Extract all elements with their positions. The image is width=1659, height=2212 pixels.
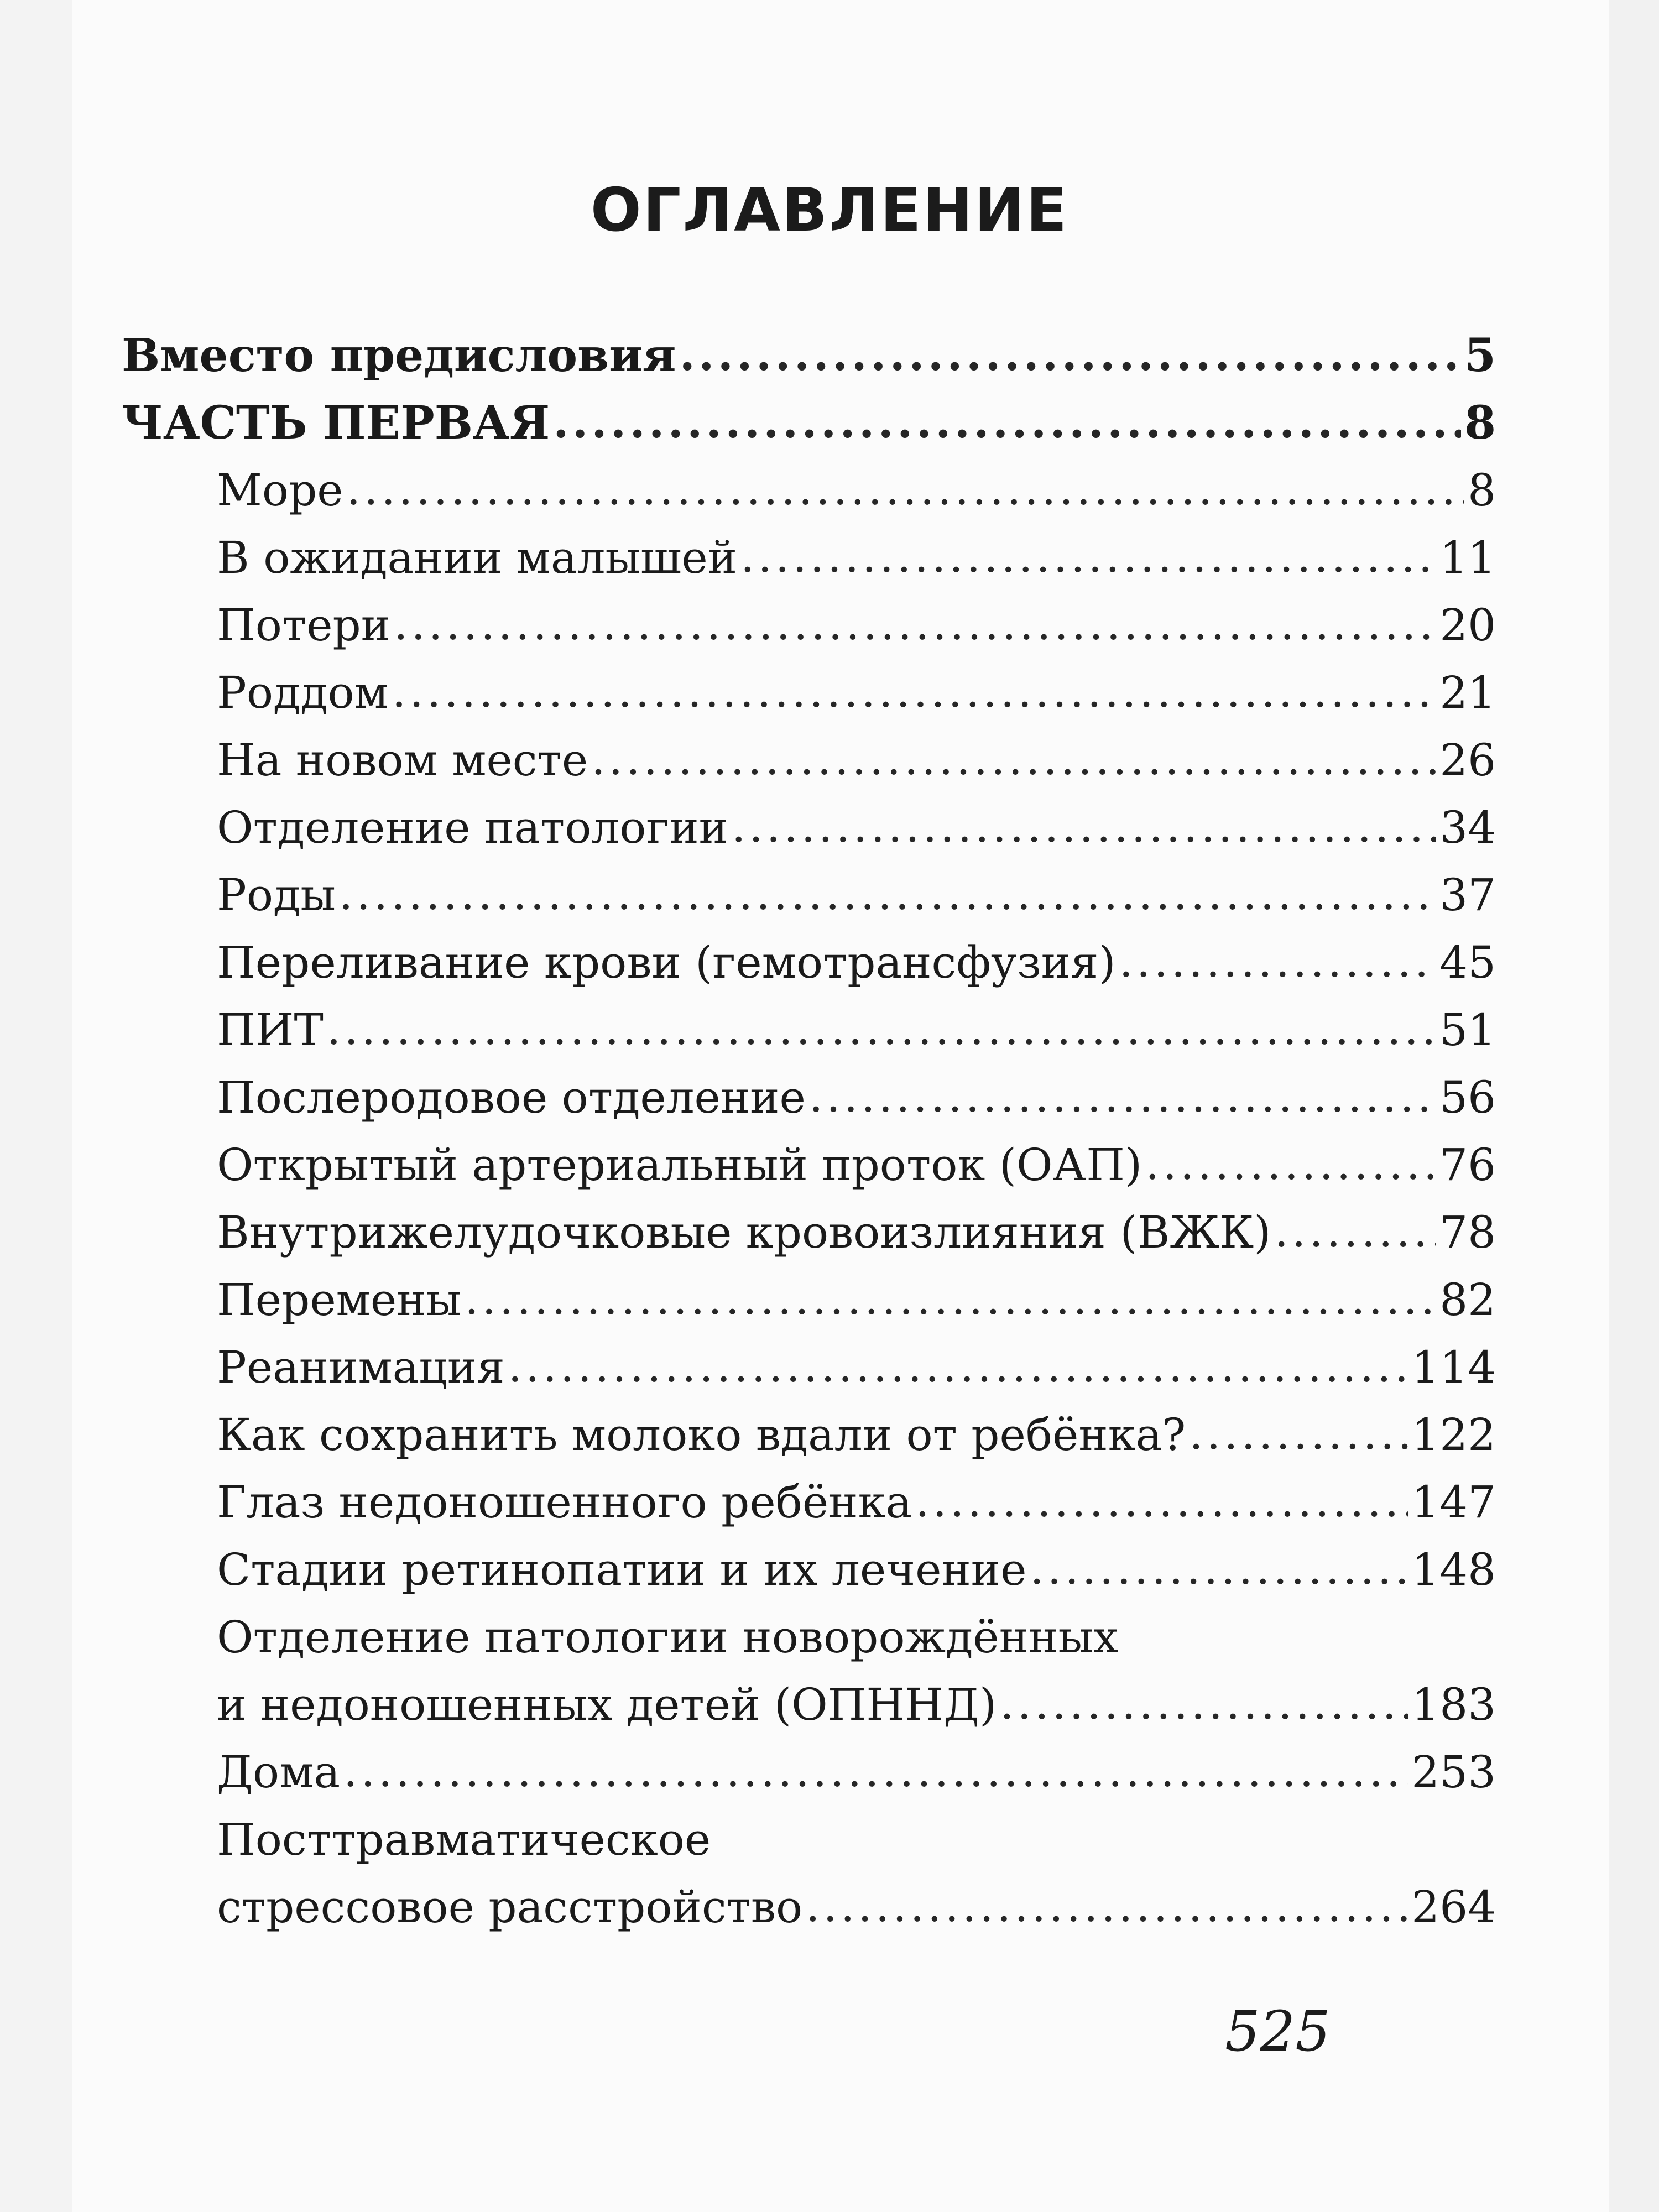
toc-entry-label: Стадии ретинопатии и их лечение (217, 1544, 1027, 1595)
toc-entry (217, 662, 1496, 723)
toc-entry-page: 5 (1464, 329, 1496, 382)
toc-entry-page: 147 (1411, 1477, 1496, 1528)
toc-entry (217, 460, 1496, 521)
toc-entry-label: ЧАСТЬ ПЕРВАЯ (122, 397, 550, 450)
toc-entry-page: 8 (1468, 465, 1496, 516)
toc-entry-page: 82 (1439, 1274, 1496, 1326)
toc-entry-page: 56 (1439, 1072, 1496, 1123)
dot-leader (1030, 1538, 1408, 1599)
dot-leader (1189, 1404, 1408, 1464)
dot-leader (1145, 1134, 1436, 1194)
toc-entry (217, 1270, 1496, 1331)
toc-entry (217, 1742, 1496, 1803)
toc-entry-label: Вместо предисловия (122, 329, 676, 382)
toc-entry-page: 76 (1439, 1139, 1496, 1191)
toc-entry (217, 1877, 1496, 1938)
dot-leader (809, 1066, 1436, 1127)
toc-entry-page: 21 (1439, 667, 1496, 718)
toc-entry (217, 1540, 1496, 1600)
toc-entry-label: Как сохранить молоко вдали от ребёнка? (217, 1409, 1186, 1460)
toc-heading: ОГЛАВЛЕНИЕ (590, 176, 1069, 245)
toc-entry-page: 114 (1411, 1342, 1496, 1393)
toc-entry (217, 1135, 1496, 1196)
toc-entry-label: Внутрижелудочковые кровоизлияния (ВЖК) (217, 1207, 1271, 1258)
dot-leader (327, 999, 1436, 1060)
dot-leader (508, 1336, 1408, 1397)
toc-entry (217, 528, 1496, 588)
toc-entry-label: Роды (217, 869, 336, 921)
dot-leader (1119, 931, 1437, 992)
toc-entry-label: Роддом (217, 667, 389, 718)
toc-entry-label: и недоношенных детей (ОПННД) (217, 1679, 997, 1730)
toc-entry-page: 253 (1411, 1746, 1496, 1798)
dot-leader (591, 729, 1436, 790)
toc-entry-label-line1: Посттравматическое (217, 1814, 711, 1865)
toc-entry (217, 1000, 1496, 1061)
page-number: 525 (1225, 1999, 1331, 2064)
toc-entry-page: 26 (1439, 734, 1496, 786)
dot-leader (680, 324, 1461, 385)
toc-entry (217, 1405, 1496, 1465)
toc-entry-page: 51 (1439, 1004, 1496, 1056)
toc-entry-page: 122 (1411, 1409, 1496, 1460)
dot-leader (394, 594, 1436, 655)
dot-leader (1274, 1201, 1436, 1262)
toc-entry-label: стрессовое расстройство (217, 1881, 803, 1933)
toc-entry-foreword (122, 325, 1496, 386)
toc-entry-page: 148 (1411, 1544, 1496, 1595)
dot-leader (740, 526, 1436, 587)
dot-leader (732, 796, 1436, 857)
toc-entry (217, 932, 1496, 993)
dot-leader (553, 392, 1461, 452)
toc-entry (217, 865, 1496, 926)
toc-entry (217, 1674, 1496, 1735)
toc-entry-page: 8 (1464, 397, 1496, 450)
toc-entry-label: ПИТ (217, 1004, 324, 1056)
dot-leader (465, 1269, 1436, 1329)
toc-entry-page: 34 (1439, 802, 1496, 853)
toc-entry-label-line1: Отделение патологии новорождённых (217, 1611, 1119, 1663)
toc-entry-label: Потери (217, 599, 391, 651)
toc-entry (217, 1337, 1496, 1398)
toc-entry-label: Открытый артериальный проток (ОАП) (217, 1139, 1142, 1191)
toc-entry-label: Переливание крови (гемотрансфузия) (217, 937, 1116, 988)
toc-entry-page: 78 (1439, 1207, 1496, 1258)
dot-leader (343, 1741, 1408, 1802)
toc-entry-page: 20 (1439, 599, 1496, 651)
toc-entry-label: Дома (217, 1746, 341, 1798)
toc-entry-label: В ожидании малышей (217, 532, 738, 583)
toc-entry-page: 183 (1411, 1679, 1496, 1730)
toc-entry-page: 45 (1439, 937, 1496, 988)
toc-entry (217, 1202, 1496, 1263)
toc-entry-label: Море (217, 465, 343, 516)
dot-leader (915, 1471, 1408, 1532)
toc-entry-page: 37 (1439, 869, 1496, 921)
toc-entry (217, 1472, 1496, 1533)
toc-entry (217, 730, 1496, 791)
toc-entry-label: Реанимация (217, 1342, 505, 1393)
dot-leader (339, 864, 1436, 925)
toc-entry (217, 797, 1496, 858)
toc-entry-label: Глаз недоношенного ребёнка (217, 1477, 912, 1528)
toc-entry-part-one (122, 393, 1496, 453)
dot-leader (392, 661, 1436, 722)
toc-entry (217, 1067, 1496, 1128)
toc-entry-label: На новом месте (217, 734, 588, 786)
toc-entry-label: Послеродовое отделение (217, 1072, 806, 1123)
dot-leader (347, 459, 1464, 520)
toc-entry-label: Отделение патологии (217, 802, 728, 853)
toc-entry-page: 264 (1411, 1881, 1496, 1933)
toc-entry (217, 595, 1496, 656)
dot-leader (806, 1876, 1408, 1937)
dot-leader (1000, 1673, 1408, 1734)
toc-entry-label: Перемены (217, 1274, 462, 1326)
toc-entry-page: 11 (1439, 532, 1496, 583)
